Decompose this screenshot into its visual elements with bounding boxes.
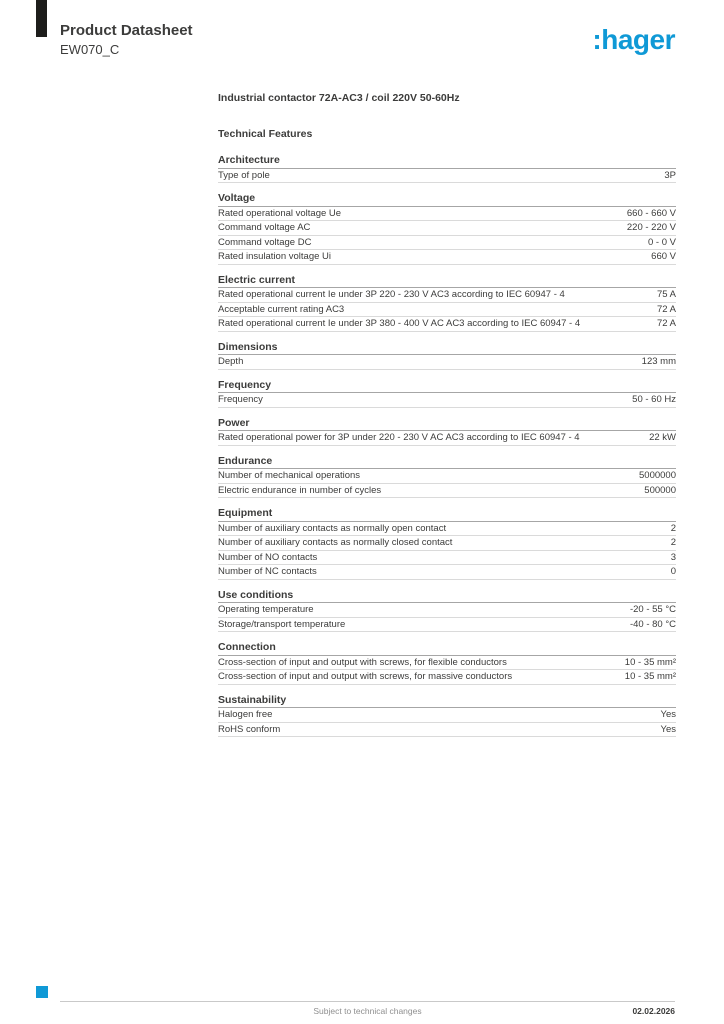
section-title: Voltage [218,193,676,207]
spec-row [218,656,676,671]
spec-sections-container [218,155,676,737]
spec-value: 10 - 35 mm² [624,656,676,668]
spec-label: Number of mechanical operations [218,470,361,481]
spec-label: Number of NO contacts [218,551,318,563]
content-column [218,92,676,747]
spec-row [218,169,676,184]
page-footer [60,1001,675,1018]
spec-label: Number of auxiliary contacts as normally closed contact [218,537,453,548]
product-reference: EW070_C [60,42,120,57]
footer-date: 02.02.2026 [632,1006,675,1016]
spec-section [218,508,676,580]
spec-value: 660 - 660 V [626,207,676,219]
spec-row [218,431,676,446]
section-title: Architecture [218,155,676,169]
document-title: Product Datasheet [60,22,193,39]
header-title-block [60,22,193,57]
spec-label: Electric endurance in number of cycles [218,484,382,496]
spec-section [218,695,676,738]
hager-logo: :hager [592,24,675,55]
spec-row [218,551,676,566]
spec-section [218,342,676,370]
spec-row [218,221,676,236]
spec-row [218,708,676,723]
spec-label: Cross-section of input and output with screws, for massive conductors [218,671,513,682]
spec-row [218,723,676,738]
spec-label: Cross-section of input and output with screws, for flexible conductors [218,656,507,668]
spec-value: 660 V [651,251,676,262]
spec-row [218,536,676,551]
product-title: Industrial contactor 72A-AC3 / coil 220V 50-60Hz [218,92,460,104]
spec-row [218,207,676,222]
spec-label: Command voltage AC [218,222,311,233]
spec-row [218,484,676,499]
section-title: Equipment [218,508,676,522]
top-bleed-mark [36,0,47,37]
spec-value: 3 [670,551,676,563]
spec-label: Command voltage DC [218,236,312,248]
footer-note: Subject to technical changes [313,1006,422,1016]
section-title: Power [218,418,676,432]
spec-label: Number of NC contacts [218,566,317,577]
section-title: Use conditions [218,590,676,604]
spec-value: 22 kW [649,432,676,443]
spec-label: Rated operational power for 3P under 220 - 230 V AC AC3 according to IEC 60947 - 4 [218,432,580,443]
spec-label: Storage/transport temperature [218,618,346,630]
spec-value: Yes [660,709,676,720]
spec-label: Type of pole [218,169,270,181]
spec-section [218,380,676,408]
spec-row [218,393,676,408]
spec-value: 220 - 220 V [626,222,676,233]
spec-row [218,618,676,633]
section-title: Sustainability [218,695,676,709]
spec-value: 50 - 60 Hz [632,394,676,405]
spec-value: 0 [670,566,676,577]
spec-label: Number of auxiliary contacts as normally open contact [218,522,447,534]
spec-value: -40 - 80 °C [629,618,676,630]
section-title: Electric current [218,275,676,289]
spec-value: Yes [660,723,676,735]
spec-label: Rated operational current Ie under 3P 380 - 400 V AC AC3 according to IEC 60947 - 4 [218,318,581,329]
spec-section [218,590,676,633]
section-title: Dimensions [218,342,676,356]
spec-label: Rated operational voltage Ue [218,207,342,219]
spec-label: Rated insulation voltage Ui [218,251,332,262]
spec-section [218,418,676,446]
spec-row [218,288,676,303]
section-title: Frequency [218,380,676,394]
spec-label: Frequency [218,394,263,405]
spec-section [218,193,676,265]
spec-value: 3P [664,169,676,181]
section-title: Endurance [218,456,676,470]
spec-row [218,303,676,318]
spec-label: RoHS conform [218,723,281,735]
spec-value: 2 [670,537,676,548]
spec-row [218,317,676,332]
spec-row [218,522,676,537]
technical-features-heading: Technical Features [218,128,313,140]
spec-label: Operating temperature [218,604,314,615]
spec-row [218,565,676,580]
spec-label: Halogen free [218,709,273,720]
page-header [60,22,675,57]
spec-label: Depth [218,356,244,367]
spec-value: 10 - 35 mm² [624,671,676,682]
spec-value: 75 A [656,289,676,300]
section-title: Connection [218,642,676,656]
spec-row [218,603,676,618]
spec-label: Acceptable current rating AC3 [218,303,345,315]
bottom-bleed-mark [36,986,48,998]
spec-section [218,456,676,499]
footer-bar [60,1006,675,1018]
spec-row [218,250,676,265]
spec-section [218,642,676,685]
spec-label: Rated operational current Ie under 3P 220 - 230 V AC3 according to IEC 60947 - 4 [218,289,565,300]
spec-row [218,355,676,370]
spec-value: 72 A [656,303,676,315]
spec-value: 123 mm [641,356,676,367]
spec-value: 0 - 0 V [648,236,676,248]
spec-value: 5000000 [639,470,676,481]
spec-section [218,155,676,183]
spec-row [218,670,676,685]
spec-section [218,275,676,332]
spec-value: 500000 [644,484,676,496]
spec-value: 72 A [656,318,676,329]
spec-row [218,236,676,251]
spec-value: 2 [670,522,676,534]
spec-row [218,469,676,484]
spec-value: -20 - 55 °C [629,604,676,615]
